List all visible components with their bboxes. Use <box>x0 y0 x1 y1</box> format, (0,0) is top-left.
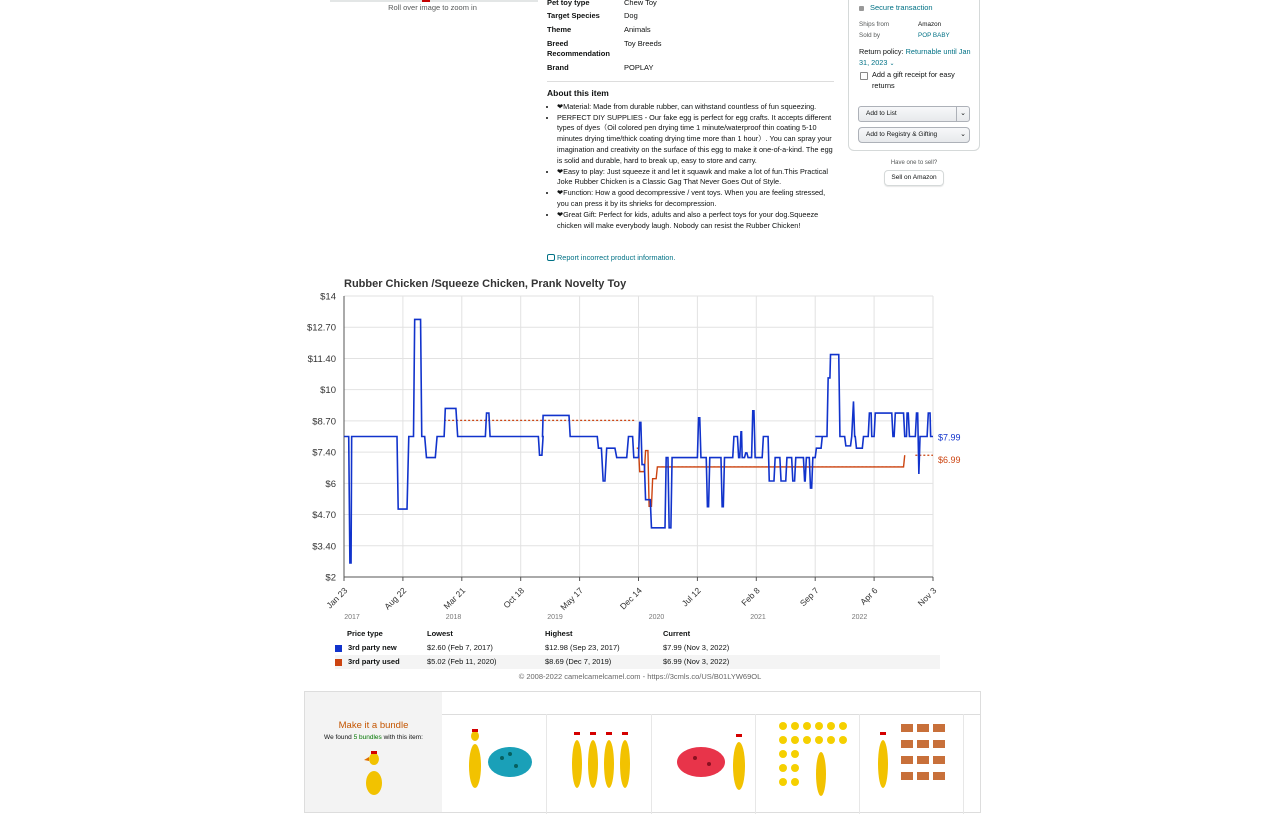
list-item: • ❤Easy to play: Just squeeze it and let it squawk and make a lot of fun.This Practical Joke Rubber Chicken is a Classic Gag That Never Goes Out of Style. <box>557 167 837 189</box>
price-history-chart <box>300 288 980 623</box>
spec-row: Breed Recommendation Toy Breeds <box>547 39 662 58</box>
legend-swatch <box>335 659 342 666</box>
bundle-found-text: We found 5 bundles with this item: <box>324 734 423 741</box>
chart-title: Rubber Chicken /Squeeze Chicken, Prank Novelty Toy <box>344 278 627 290</box>
year-label: 2019 <box>547 614 563 621</box>
x-tick-label: Feb 8 <box>739 585 762 608</box>
divider <box>547 81 834 82</box>
y-tick-label: $14 <box>320 291 336 303</box>
year-label: 2021 <box>750 614 766 621</box>
y-tick-label: $10 <box>320 385 336 397</box>
y-tick-label: $8.70 <box>312 416 336 428</box>
lock-icon <box>859 6 864 11</box>
year-label: 2018 <box>445 614 462 621</box>
seller-link[interactable]: POP BABY <box>918 31 950 39</box>
bundle-item[interactable] <box>755 714 860 814</box>
bundle-item[interactable] <box>442 714 547 814</box>
image-thumb-strip <box>330 0 538 2</box>
return-policy-link[interactable]: Returnable until Jan 31, 2023 <box>859 47 971 67</box>
spec-row: Brand POPLAY <box>547 63 654 72</box>
year-label: 2017 <box>344 614 360 621</box>
list-item: • ❤Great Gift: Perfect for kids, adults and also a perfect toys for your dog.Squeeze chicken will make everybody laugh. Nobody can resist the Rubber Chicken! <box>557 210 837 232</box>
bundle-title: Make it a bundle <box>338 720 409 731</box>
return-policy: Return policy: Returnable until Jan 31, 2023 ⌄ <box>859 47 971 67</box>
bundle-tabs <box>442 692 980 715</box>
about-title: About this item <box>547 88 609 98</box>
x-tick-label: Jan 23 <box>324 585 350 611</box>
current-price-new: $7.99 <box>938 432 961 443</box>
comment-icon <box>547 254 555 261</box>
y-tick-label: $4.70 <box>312 510 336 522</box>
chicken-and-figures-image <box>859 714 963 804</box>
about-this-item <box>547 88 837 231</box>
sell-on-amazon-button[interactable]: Sell on Amazon <box>884 170 944 186</box>
about-bullets <box>547 102 837 232</box>
rubber-chicken-image <box>359 745 389 795</box>
x-tick-label: Mar 21 <box>441 585 468 612</box>
secure-transaction-link[interactable]: Secure transaction <box>859 3 933 12</box>
gift-receipt-checkbox[interactable] <box>860 72 868 80</box>
list-item: • ❤Function: How a good decompressive / vent toys. When you are feeling stressed, you can press it by its shrieks for decompression. <box>557 188 837 210</box>
year-label: 2020 <box>648 614 665 621</box>
x-tick-label: May 17 <box>558 585 586 613</box>
y-tick-label: $6 <box>325 478 336 490</box>
y-tick-label: $12.70 <box>306 322 336 334</box>
bundles-link[interactable]: 5 bundles <box>353 734 382 741</box>
x-tick-label: Dec 14 <box>617 585 644 612</box>
current-price-used: $6.99 <box>938 455 961 466</box>
year-label: 2022 <box>851 614 868 621</box>
legend-row-new: 3rd party new $2.60 (Feb 7, 2017) $12.98 (Sep 23, 2017) $7.99 (Nov 3, 2022) <box>335 641 940 655</box>
zoom-hint: Roll over image to zoom in <box>388 3 477 12</box>
y-tick-label: $11.40 <box>307 353 336 365</box>
spec-table <box>547 0 837 82</box>
list-item: • PERFECT DIY SUPPLIES - Our fake egg is perfect for egg crafts. It accepts different types of dyes（Oil colored pen drying time 1 minute/waterproof thin coating 5-10 minutes drying time/thick coating drying time more than 1 hour）. You can spray your imagination and creativity on the surface of this egg to make it one-of-a-kind. The egg is solid and durable, hard to break up, easy to store and carry. <box>557 113 837 167</box>
price-legend <box>335 627 940 669</box>
y-tick-label: $7.40 <box>312 447 336 459</box>
spec-row: Theme Animals <box>547 25 651 34</box>
x-tick-label: Sep 7 <box>797 585 821 609</box>
sell-question: Have one to sell? <box>890 160 938 166</box>
gift-receipt-option[interactable]: Add a gift receipt for easy returns <box>859 70 971 91</box>
legend-swatch <box>335 645 342 652</box>
x-tick-label: Oct 18 <box>501 585 527 611</box>
spec-row: Pet toy type Chew Toy <box>547 0 657 7</box>
chevron-down-icon: ⌄ <box>960 131 966 138</box>
chart-copyright: © 2008-2022 camelcamelcamel.com - https://3cmls.co/US/B01LYW69OL <box>518 672 762 681</box>
bundle-item[interactable] <box>859 714 964 814</box>
spec-row: Target Species Dog <box>547 11 638 20</box>
legend-header: Price type Lowest Highest Current <box>347 629 691 638</box>
chicken-set-image <box>547 714 651 804</box>
x-tick-label: Jul 12 <box>679 585 703 609</box>
add-to-registry-button[interactable]: Add to Registry & Gifting ⌄ <box>858 127 970 143</box>
bundle-section <box>304 691 981 813</box>
x-tick-label: Nov 3 <box>915 585 939 609</box>
add-to-list-button[interactable]: Add to List ⌄ <box>858 106 970 122</box>
ships-info: Ships from Amazon Sold by POP BABY <box>859 21 950 39</box>
y-tick-label: $2 <box>325 572 336 584</box>
list-item: • ❤Material: Made from durable rubber, can withstand countless of fun squeezing. <box>557 102 837 113</box>
report-link[interactable]: Report incorrect product information. <box>547 253 675 262</box>
y-tick-label: $3.40 <box>312 541 336 553</box>
bundle-item[interactable] <box>651 714 756 814</box>
legend-row-used: 3rd party used $5.02 (Feb 11, 2020) $8.69 (Dec 7, 2019) $6.99 (Nov 3, 2022) <box>335 655 940 669</box>
chicken-and-emoji-balls-image <box>755 714 859 804</box>
x-tick-label: Aug 22 <box>382 585 409 612</box>
bundle-item[interactable] <box>547 714 652 814</box>
chevron-down-icon[interactable]: ⌄ <box>889 60 895 67</box>
chicken-and-pig-image <box>442 714 546 804</box>
chicken-and-red-pig-image <box>651 714 755 804</box>
x-tick-label: Apr 6 <box>858 585 880 607</box>
chevron-down-icon[interactable]: ⌄ <box>956 107 969 121</box>
bundle-intro <box>305 692 442 812</box>
